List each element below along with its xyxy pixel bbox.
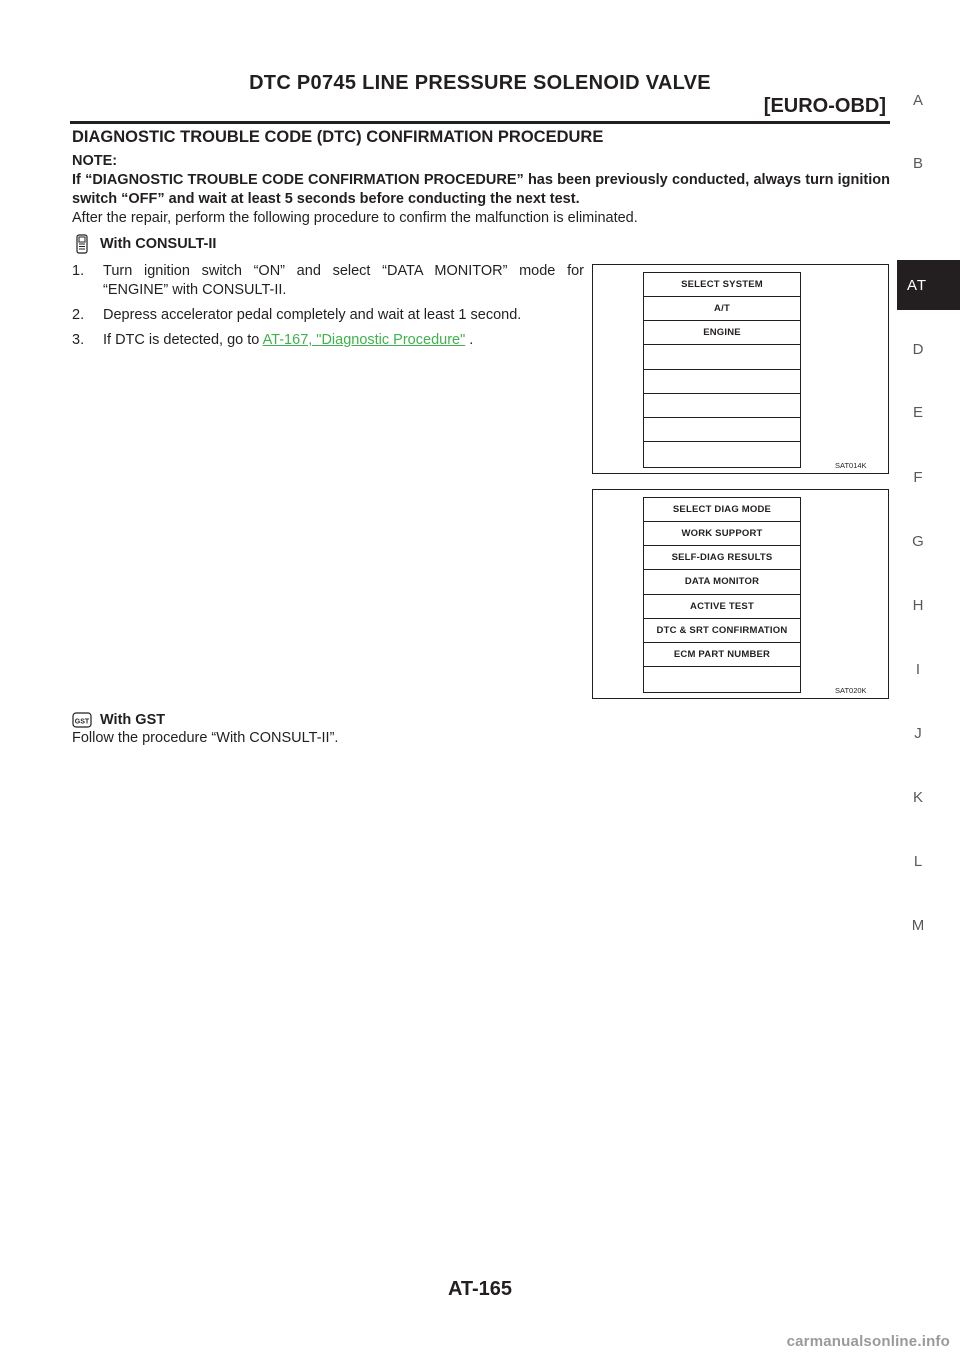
screen-row: ACTIVE TEST — [644, 595, 800, 619]
page-title: DTC P0745 LINE PRESSURE SOLENOID VALVE — [249, 72, 711, 94]
step-text-after: . — [465, 332, 474, 348]
side-index-letter[interactable]: K — [912, 789, 923, 806]
side-index-letter[interactable]: A — [912, 92, 923, 109]
figure-code: SAT014K — [835, 461, 867, 470]
step-text: Turn ignition switch “ON” and select “DATA MONITOR” mode for “ENGINE” with CONSULT-II. — [103, 263, 584, 298]
screen-row — [644, 345, 800, 369]
screen-row: SELECT SYSTEM — [644, 273, 800, 297]
section-heading: DIAGNOSTIC TROUBLE CODE (DTC) CONFIRMATION PROCEDURE — [72, 128, 604, 146]
list-item — [72, 331, 584, 350]
step-text — [103, 331, 584, 350]
step-number: 1. — [72, 263, 85, 279]
step-text: Depress accelerator pedal completely and wait at least 1 second. — [103, 307, 522, 323]
side-index — [897, 0, 960, 1358]
screen-row — [644, 667, 800, 691]
side-index-letter[interactable]: F — [913, 469, 923, 486]
screen-row: SELF-DIAG RESULTS — [644, 546, 800, 570]
screen-row: A/T — [644, 297, 800, 321]
list-item — [72, 306, 584, 325]
note-warning-text: If “DIAGNOSTIC TROUBLE CODE CONFIRMATION PROCEDURE” has been previously conducted, always turn ignition switch “OFF” and wait at least 5 seconds before conducting the next test. — [72, 172, 890, 207]
diagnostic-procedure-link[interactable]: AT-167, "Diagnostic Procedure" — [262, 332, 466, 348]
figure-select-system — [592, 264, 889, 474]
side-tab-active[interactable]: AT — [897, 260, 960, 310]
gst-icon — [72, 710, 92, 730]
step-number: 3. — [72, 332, 85, 348]
side-index-letter[interactable]: E — [912, 404, 923, 421]
screen-row: WORK SUPPORT — [644, 522, 800, 546]
note-text: After the repair, perform the following procedure to confirm the malfunction is eliminated. — [72, 210, 638, 226]
side-index-letter[interactable]: G — [912, 533, 924, 550]
note-label: NOTE: — [72, 153, 118, 169]
watermark: carmanualsonline.info — [786, 1333, 950, 1350]
screen-row: DTC & SRT CONFIRMATION — [644, 619, 800, 643]
list-item — [72, 262, 584, 300]
side-index-letter[interactable]: L — [913, 853, 923, 870]
note-block — [72, 152, 890, 228]
header-rule — [70, 121, 890, 124]
screen-row: SELECT DIAG MODE — [644, 498, 800, 522]
gst-label: With GST — [100, 712, 166, 728]
gst-text: Follow the procedure “With CONSULT-II”. — [72, 730, 339, 746]
consult-ii-icon — [72, 234, 92, 254]
screen-row — [644, 442, 800, 466]
figure-code: SAT020K — [835, 686, 867, 695]
figure-select-diag-mode — [592, 489, 889, 699]
step-number: 2. — [72, 307, 85, 323]
screen-row: DATA MONITOR — [644, 570, 800, 594]
consult-label: With CONSULT-II — [100, 236, 217, 252]
svg-text:GST: GST — [74, 718, 90, 726]
side-index-letter[interactable]: J — [914, 725, 922, 742]
consult-row — [72, 234, 216, 254]
gst-row — [72, 710, 165, 730]
screen-row — [644, 370, 800, 394]
side-index-letter[interactable]: D — [912, 341, 924, 358]
consult-screen — [643, 497, 801, 693]
side-index-letter[interactable]: B — [912, 155, 923, 172]
consult-screen — [643, 272, 801, 468]
step-text-before: If DTC is detected, go to — [103, 332, 263, 348]
page-number: AT-165 — [447, 1278, 513, 1300]
side-index-letter[interactable]: H — [912, 597, 924, 614]
side-index-letter[interactable]: M — [911, 917, 925, 934]
screen-row — [644, 394, 800, 418]
page-subtitle: [EURO-OBD] — [763, 95, 886, 117]
screen-row: ECM PART NUMBER — [644, 643, 800, 667]
screen-row: ENGINE — [644, 321, 800, 345]
side-index-letter[interactable]: I — [915, 661, 921, 678]
procedure-steps — [72, 262, 584, 356]
screen-row — [644, 418, 800, 442]
